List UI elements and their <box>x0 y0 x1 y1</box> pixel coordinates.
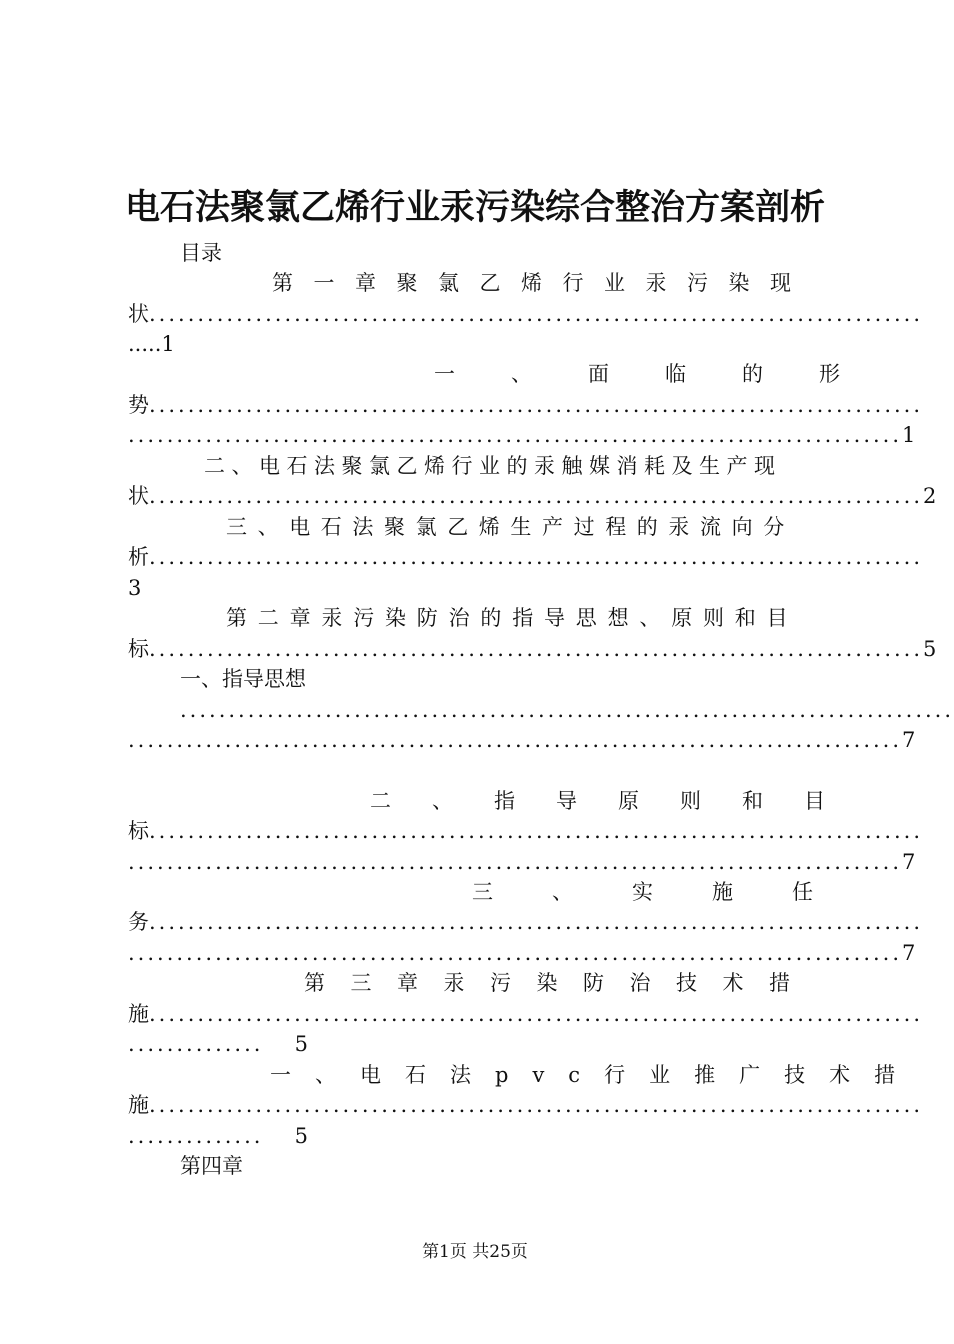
toc-entry-section-2-2-leader <box>128 816 924 846</box>
toc-entry-tail-text: 标 <box>128 819 149 843</box>
toc-entry-section-2-3-page-line <box>128 938 916 968</box>
toc-leader-dots: ..... <box>128 332 162 356</box>
toc-heading: 目录 <box>180 241 222 265</box>
toc-entry-head-text: 一、面临的形 <box>434 362 896 386</box>
toc-entry-section-2-1-head: 一、指导思想 <box>180 667 306 691</box>
toc-leader-dots: ................................................................................ <box>128 941 903 965</box>
toc-entry-tail-text: 状 <box>128 302 149 326</box>
toc-leader-dots: ................................................................................ <box>180 698 954 722</box>
toc-page-number: 2 <box>923 484 937 508</box>
toc-leader-dots: ................................................................................ <box>149 484 924 508</box>
toc-entry-section-1-1-page-line <box>128 420 916 450</box>
toc-entry-head-text: 二、指导原则和目 <box>370 789 866 813</box>
toc-entry-section-2-3-head <box>472 877 872 907</box>
toc-entry-tail-text: 施 <box>128 1002 149 1026</box>
toc-entry-section-3-1-page-line <box>128 1121 308 1151</box>
toc-entry-chapter-4-head: 第四章 <box>180 1154 243 1178</box>
toc-leader-dots: ................................................................................ <box>149 637 924 661</box>
toc-entry-tail-text: 标 <box>128 637 149 661</box>
toc-leader-dots: ................................................................................ <box>149 819 924 843</box>
toc-entry-head-text: 三、实施任 <box>472 880 872 904</box>
toc-entry-chapter-1-page-line <box>128 329 830 359</box>
toc-leader-dots: ................................................................................ <box>149 1002 924 1026</box>
toc-entry-chapter-2-leader <box>128 634 937 664</box>
toc-entry-chapter-3-leader <box>128 999 924 1029</box>
toc-entry-section-3-1-head <box>270 1060 920 1090</box>
document-title: 电石法聚氯乙烯行业汞污染综合整治方案剖析 <box>124 188 825 228</box>
page-footer: 第1页 共25页 <box>422 1242 528 1262</box>
toc-entry-section-2-3-leader <box>128 907 924 937</box>
toc-leader-dots: ................................................................................ <box>149 302 924 326</box>
toc-page-number: 5 <box>294 1124 308 1148</box>
toc-entry-chapter-1-head <box>272 268 830 298</box>
toc-page-number: 1 <box>161 332 175 356</box>
toc-entry-tail-text: 状 <box>128 484 149 508</box>
toc-leader-dots: .............. <box>128 1124 264 1148</box>
toc-leader-dots: ................................................................................ <box>149 910 924 934</box>
toc-leader-dots: ................................................................................ <box>128 728 903 752</box>
toc-entry-head-text: 一、电石法pvc行业推广技术措 <box>270 1063 920 1087</box>
toc-leader-dots: ................................................................................ <box>149 545 924 569</box>
toc-entry-section-3-1-leader <box>128 1090 924 1120</box>
toc-leader-dots: ................................................................................ <box>149 1093 924 1117</box>
toc-page-number: 7 <box>902 850 916 874</box>
toc-entry-head-text: 二、电石法聚氯乙烯行业的汞触媒消耗及生产现 <box>204 454 782 478</box>
toc-entry-section-1-2-leader <box>128 481 937 511</box>
toc-entry-tail-text: 施 <box>128 1093 149 1117</box>
toc-entry-section-1-3-leader <box>128 542 924 572</box>
toc-page-number: 7 <box>902 728 916 752</box>
toc-entry-section-1-3-head <box>226 512 830 542</box>
toc-entry-head-text: 第二章汞污染防治的指导思想、原则和目 <box>226 606 799 630</box>
toc-page-number: 1 <box>902 423 916 447</box>
toc-entry-section-2-1-leader <box>180 695 954 725</box>
toc-entry-section-1-1-leader <box>128 390 924 420</box>
toc-entry-head-text: 第一章聚氯乙烯行业汞污染现 <box>272 271 812 295</box>
toc-leader-dots: ................................................................................ <box>128 423 903 447</box>
toc-entry-head-text: 三、电石法聚氯乙烯生产过程的汞流向分 <box>226 515 795 539</box>
toc-page-number: 5 <box>294 1032 308 1056</box>
toc-leader-dots: .............. <box>128 1032 264 1056</box>
toc-entry-section-2-1-page-line <box>128 725 916 755</box>
toc-entry-chapter-3-page-line <box>128 1029 308 1059</box>
toc-entry-section-2-2-page-line <box>128 847 916 877</box>
toc-leader-dots: ................................................................................ <box>149 393 924 417</box>
toc-page-number: 7 <box>902 941 916 965</box>
toc-entry-tail-text: 析 <box>128 545 149 569</box>
toc-entry-section-1-1-head <box>434 359 896 389</box>
toc-entry-section-1-2-head <box>204 451 830 481</box>
toc-entry-section-2-2-head <box>370 786 866 816</box>
toc-page-number: 5 <box>923 637 937 661</box>
toc-entry-chapter-1-leader <box>128 299 924 329</box>
toc-page-number: 3 <box>128 576 142 600</box>
toc-entry-chapter-3-head <box>304 968 830 998</box>
toc-entry-chapter-2-head <box>226 603 830 633</box>
toc-entry-tail-text: 势 <box>128 393 149 417</box>
toc-leader-dots: ................................................................................ <box>128 850 903 874</box>
toc-entry-head-text: 第三章汞污染防治技术措 <box>304 971 816 995</box>
toc-entry-tail-text: 务 <box>128 910 149 934</box>
